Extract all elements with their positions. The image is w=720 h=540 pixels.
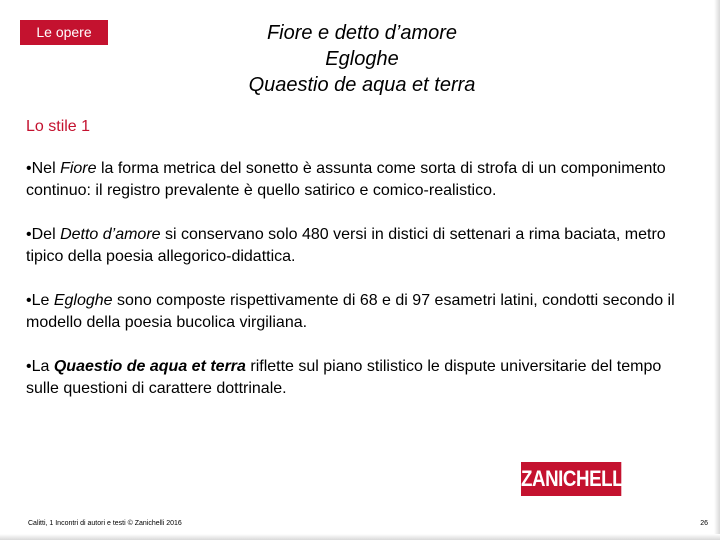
work-title-fiore: Fiore (60, 160, 97, 177)
zanichelli-logo: ZANICHELLI (521, 462, 621, 496)
title-line-2: Egloghe (325, 48, 399, 70)
bullet-item-quaestio (26, 356, 698, 400)
work-title-detto: Detto d’amore (60, 226, 161, 243)
bullet-text: la forma metrica del sonetto è assunta come sorta di strofa di un componimento continuo: il registro prevalente è quello satirico e comico-realistico. (26, 160, 666, 199)
section-tag: Le opere (20, 20, 108, 45)
bullet-item-detto (26, 224, 698, 268)
bullet-marker: • (26, 292, 32, 309)
slide-edge-shadow-right (714, 0, 720, 540)
bullet-list (26, 158, 698, 422)
bullet-prefix: Del (31, 226, 61, 243)
footer-credit: Calitti, 1 Incontri di autori e testi © Zanichelli 2016 (28, 520, 182, 527)
bullet-prefix: Nel (31, 160, 61, 177)
bullet-marker: • (26, 160, 32, 177)
bullet-item-fiore (26, 158, 698, 202)
bullet-prefix: Le (31, 292, 54, 309)
slide-title (200, 20, 524, 98)
slide-edge-shadow-bottom (0, 534, 720, 540)
bullet-marker: • (26, 226, 32, 243)
title-line-1: Fiore e detto d’amore (266, 22, 458, 44)
bullet-text: si conservano solo 480 versi in distici di settenari a rima baciata, metro tipico della poesia allegorico-didattica. (26, 226, 666, 265)
bullet-item-egloghe (26, 290, 698, 334)
bullet-text: sono composte rispettivamente di 68 e di 97 esametri latini, condotti secondo il modello della poesia bucolica virgiliana. (26, 292, 675, 331)
work-title-quaestio: Quaestio de aqua et terra (53, 358, 246, 375)
bullet-prefix: La (31, 358, 54, 375)
bullet-text: riflette sul piano stilistico le dispute universitarie del tempo sulle questioni di carattere dottrinale. (26, 358, 662, 397)
slide-subtitle: Lo stile 1 (26, 118, 91, 135)
title-line-3: Quaestio de aqua et terra (248, 74, 476, 96)
bullet-marker: • (26, 358, 32, 375)
page-number: 26 (700, 520, 708, 527)
work-title-egloghe: Egloghe (53, 292, 113, 309)
